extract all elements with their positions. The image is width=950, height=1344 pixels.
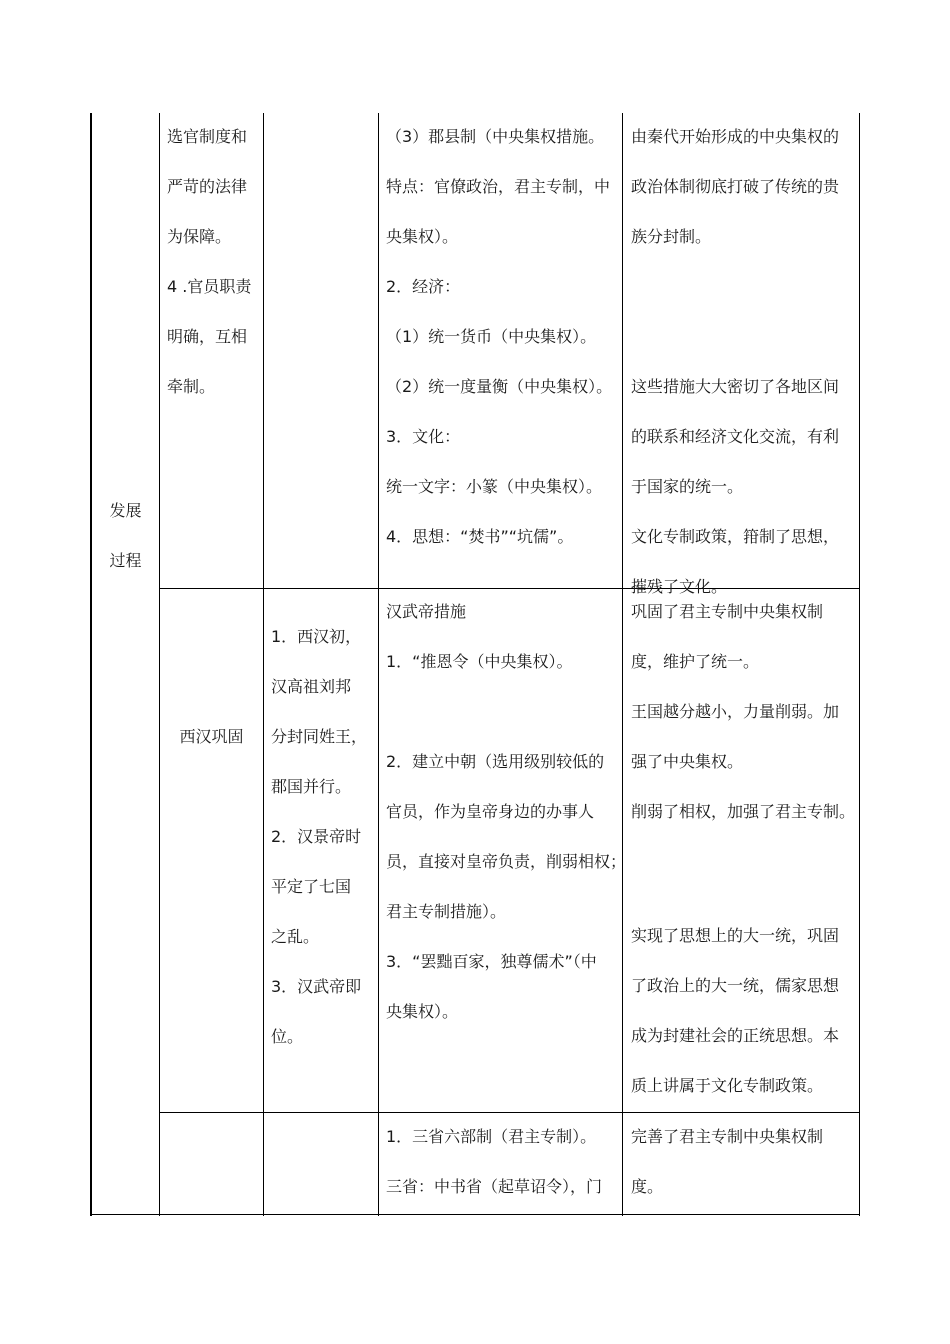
cell-line: 强了中央集权。 <box>631 752 744 771</box>
cell-line: 牵制。 <box>167 377 216 396</box>
cell-line: 汉武帝措施 <box>386 602 467 621</box>
qin-measures-cell <box>386 112 612 562</box>
period-cell <box>160 712 263 762</box>
cell-line: 平定了七国 <box>271 877 352 896</box>
cell-line: 于国家的统一。 <box>631 477 744 496</box>
cell-line: 4 .官员职责 <box>167 277 252 296</box>
cell-line: 的联系和经济文化交流，有利 <box>631 427 840 446</box>
cell-line: 2．建立中朝（选用级别较低的 <box>386 752 605 771</box>
cell-line <box>631 262 839 312</box>
cell-line <box>631 837 855 874</box>
table-right-border <box>859 113 860 1216</box>
cell-line: （3）郡县制（中央集权措施。 <box>386 127 605 146</box>
cell-line: 巩固了君主专制中央集权制 <box>631 602 824 621</box>
cell-line: 4．思想：“焚书”“坑儒”。 <box>386 527 574 546</box>
col-divider-2 <box>263 113 264 1216</box>
cell-line <box>386 687 626 737</box>
cell-line: （1）统一货币（中央集权）。 <box>386 327 597 346</box>
han-effects-cell <box>631 587 855 1111</box>
cell-line: 选官制度和 <box>167 127 248 146</box>
cell-line: 明确，互相 <box>167 327 248 346</box>
sui-tang-effects-cell <box>631 1112 823 1212</box>
cell-line <box>631 312 839 362</box>
table-left-border <box>90 113 92 1216</box>
cell-line: 员，直接对皇帝负责，削弱相权； <box>386 852 627 871</box>
cell-line: 1．三省六部制（君主专制）。 <box>386 1127 597 1146</box>
cell-line: 完善了君主专制中央集权制 <box>631 1127 824 1146</box>
cell-line: 汉高祖刘邦 <box>271 677 352 696</box>
col-divider-1 <box>159 113 160 1216</box>
cell-line: 1．西汉初， <box>271 627 362 646</box>
cell-line: 3．“罢黜百家，独尊儒术”（中 <box>386 952 597 971</box>
qin-col2-cell <box>167 112 251 412</box>
cell-line: 摧残了文化。 <box>631 577 728 596</box>
cell-line: 由秦代开始形成的中央集权的 <box>631 127 840 146</box>
cell-line: 2．经济： <box>386 277 461 296</box>
cell-line: 了政治上的大一统，儒家思想 <box>631 976 840 995</box>
col-divider-3 <box>378 113 379 1216</box>
stage-line: 发展 <box>109 501 142 520</box>
cell-line: 1．“推恩令（中央集权）。 <box>386 652 573 671</box>
table-bottom-border <box>90 1214 860 1215</box>
cell-line: 位。 <box>271 1027 304 1046</box>
qin-effects-cell <box>631 112 839 612</box>
cell-line: 实现了思想上的大一统，巩固 <box>631 926 840 945</box>
stage-line: 过程 <box>109 551 142 570</box>
cell-line: 3．汉武帝即 <box>271 977 362 996</box>
cell-line: 郡国并行。 <box>271 777 352 796</box>
cell-line: 质上讲属于文化专制政策。 <box>631 1076 824 1095</box>
cell-line <box>631 874 855 911</box>
cell-line: 政治体制彻底打破了传统的贵 <box>631 177 840 196</box>
cell-line: 成为封建社会的正统思想。本 <box>631 1026 840 1045</box>
han-background-cell <box>271 612 367 1062</box>
cell-line: 央集权）。 <box>386 227 459 246</box>
cell-line: 2．汉景帝时 <box>271 827 362 846</box>
cell-line: 三省：中书省（起草诏令），门 <box>386 1177 603 1196</box>
cell-line: 3．文化： <box>386 427 461 446</box>
sui-tang-measures-cell <box>386 1112 602 1212</box>
cell-line: 君主专制措施）。 <box>386 902 507 921</box>
cell-line: 这些措施大大密切了各地区间 <box>631 377 840 396</box>
cell-line: 削弱了相权，加强了君主专制。 <box>631 802 856 821</box>
cell-line: 官员，作为皇帝身边的办事人 <box>386 802 595 821</box>
cell-line: 文化专制政策，箝制了思想， <box>631 527 840 546</box>
cell-line: 度。 <box>631 1177 664 1196</box>
cell-line: 分封同姓王， <box>271 727 368 746</box>
han-measures-cell <box>386 587 626 1037</box>
cell-line: 统一文字：小篆（中央集权）。 <box>386 477 603 496</box>
stage-cell <box>92 486 159 586</box>
cell-line: 王国越分越小，力量削弱。加 <box>631 702 840 721</box>
cell-line: 之乱。 <box>271 927 320 946</box>
cell-line: 族分封制。 <box>631 227 712 246</box>
cell-line: （2）统一度量衡（中央集权）。 <box>386 377 613 396</box>
period-label: 西汉巩固 <box>179 727 244 746</box>
cell-line: 为保障。 <box>167 227 232 246</box>
cell-line: 央集权）。 <box>386 1002 459 1021</box>
cell-line: 特点：官僚政治，君主专制，中 <box>386 177 611 196</box>
cell-line: 严苛的法律 <box>167 177 248 196</box>
cell-line: 度，维护了统一。 <box>631 652 760 671</box>
